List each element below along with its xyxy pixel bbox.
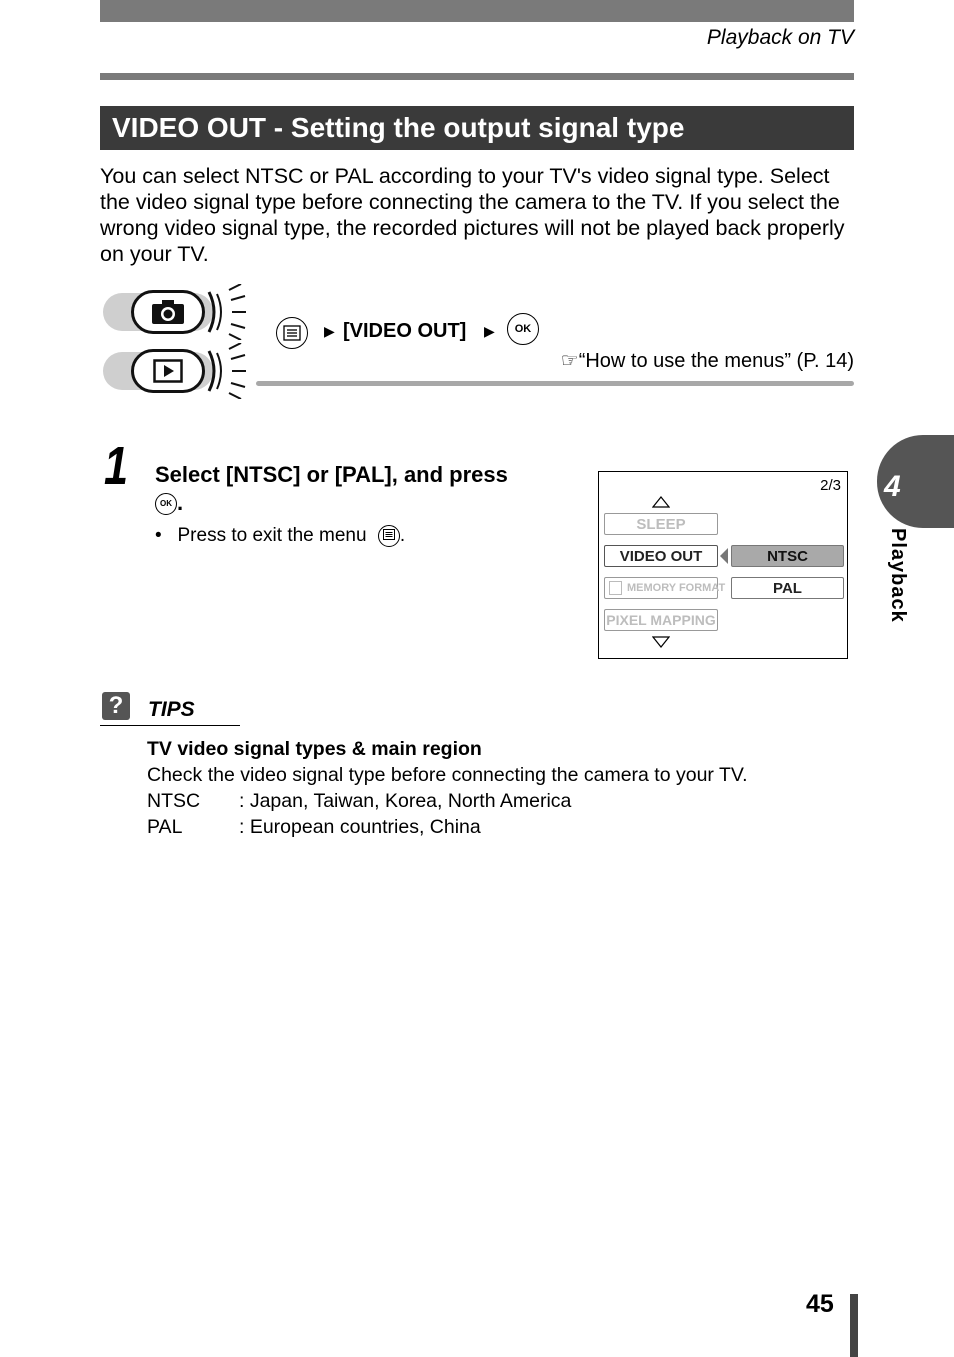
question-icon: ? (102, 692, 130, 720)
memory-card-icon (609, 581, 622, 595)
tips-rule (100, 725, 240, 726)
step-bullet: • Press to exit the menu . (155, 525, 406, 547)
reference-text: “How to use the menus” (P. 14) (578, 350, 854, 372)
option-ntsc[interactable]: NTSC (731, 545, 844, 567)
intro-paragraph: You can select NTSC or PAL according to your TV's video signal type. Select the video signal type before connecting the camera to the TV. If you select the wrong video signal type, the recorded pictures will not be played back properly on your TV. (100, 164, 845, 266)
step-number: 1 (104, 436, 129, 496)
header-rule (100, 73, 854, 80)
scroll-down-icon (652, 636, 670, 648)
selector-arrow-icon (719, 547, 729, 565)
ok-button-icon: OK (155, 493, 177, 515)
scroll-up-icon (652, 496, 670, 508)
playback-icon (153, 359, 183, 383)
menu-path-step: [VIDEO OUT] (343, 320, 467, 342)
chapter-number: 4 (884, 470, 901, 503)
option-pal[interactable]: PAL (731, 577, 844, 599)
camera-mode-indicator (103, 290, 243, 334)
page-indicator: 2/3 (820, 477, 841, 494)
hand-pointer-icon: ☞ (560, 350, 579, 372)
playback-mode-indicator (103, 349, 243, 393)
tips-row: NTSC : Japan, Taiwan, Korea, North America (147, 790, 572, 812)
page-bar (850, 1294, 858, 1357)
ok-button-icon: OK (507, 313, 539, 345)
chapter-label: Playback (887, 528, 909, 623)
arrow-right-icon: ▶ (324, 323, 335, 339)
blink-rays-icon (207, 343, 247, 399)
menu-item-memory-format[interactable]: MEMORY FORMAT (604, 577, 718, 599)
tips-body (147, 736, 867, 840)
camera-icon (151, 299, 185, 325)
blink-rays-icon (207, 284, 247, 340)
camera-menu-screen (598, 471, 848, 659)
menu-button-icon (276, 317, 308, 349)
menu-path (276, 313, 856, 353)
running-head: Playback on TV (706, 26, 854, 49)
section-title: VIDEO OUT - Setting the output signal type (100, 106, 854, 150)
tips-label: TIPS (148, 698, 195, 721)
reference-line (561, 348, 854, 373)
menu-item-video-out[interactable]: VIDEO OUT (604, 545, 718, 567)
divider (256, 381, 854, 386)
menu-item-sleep[interactable]: SLEEP (604, 513, 718, 535)
top-bar (100, 0, 854, 22)
arrow-right-icon: ▶ (484, 323, 495, 339)
tips-row: PAL : European countries, China (147, 816, 481, 838)
menu-item-pixel-mapping[interactable]: PIXEL MAPPING (604, 609, 718, 631)
step-instruction: Select [NTSC] or [PAL], and press OK . (155, 462, 508, 515)
menu-button-icon (378, 525, 400, 547)
tips-heading: TV video signal types & main region (147, 738, 482, 760)
page-number: 45 (806, 1290, 834, 1318)
tips-text: Check the video signal type before connecting the camera to your TV. (147, 764, 748, 786)
